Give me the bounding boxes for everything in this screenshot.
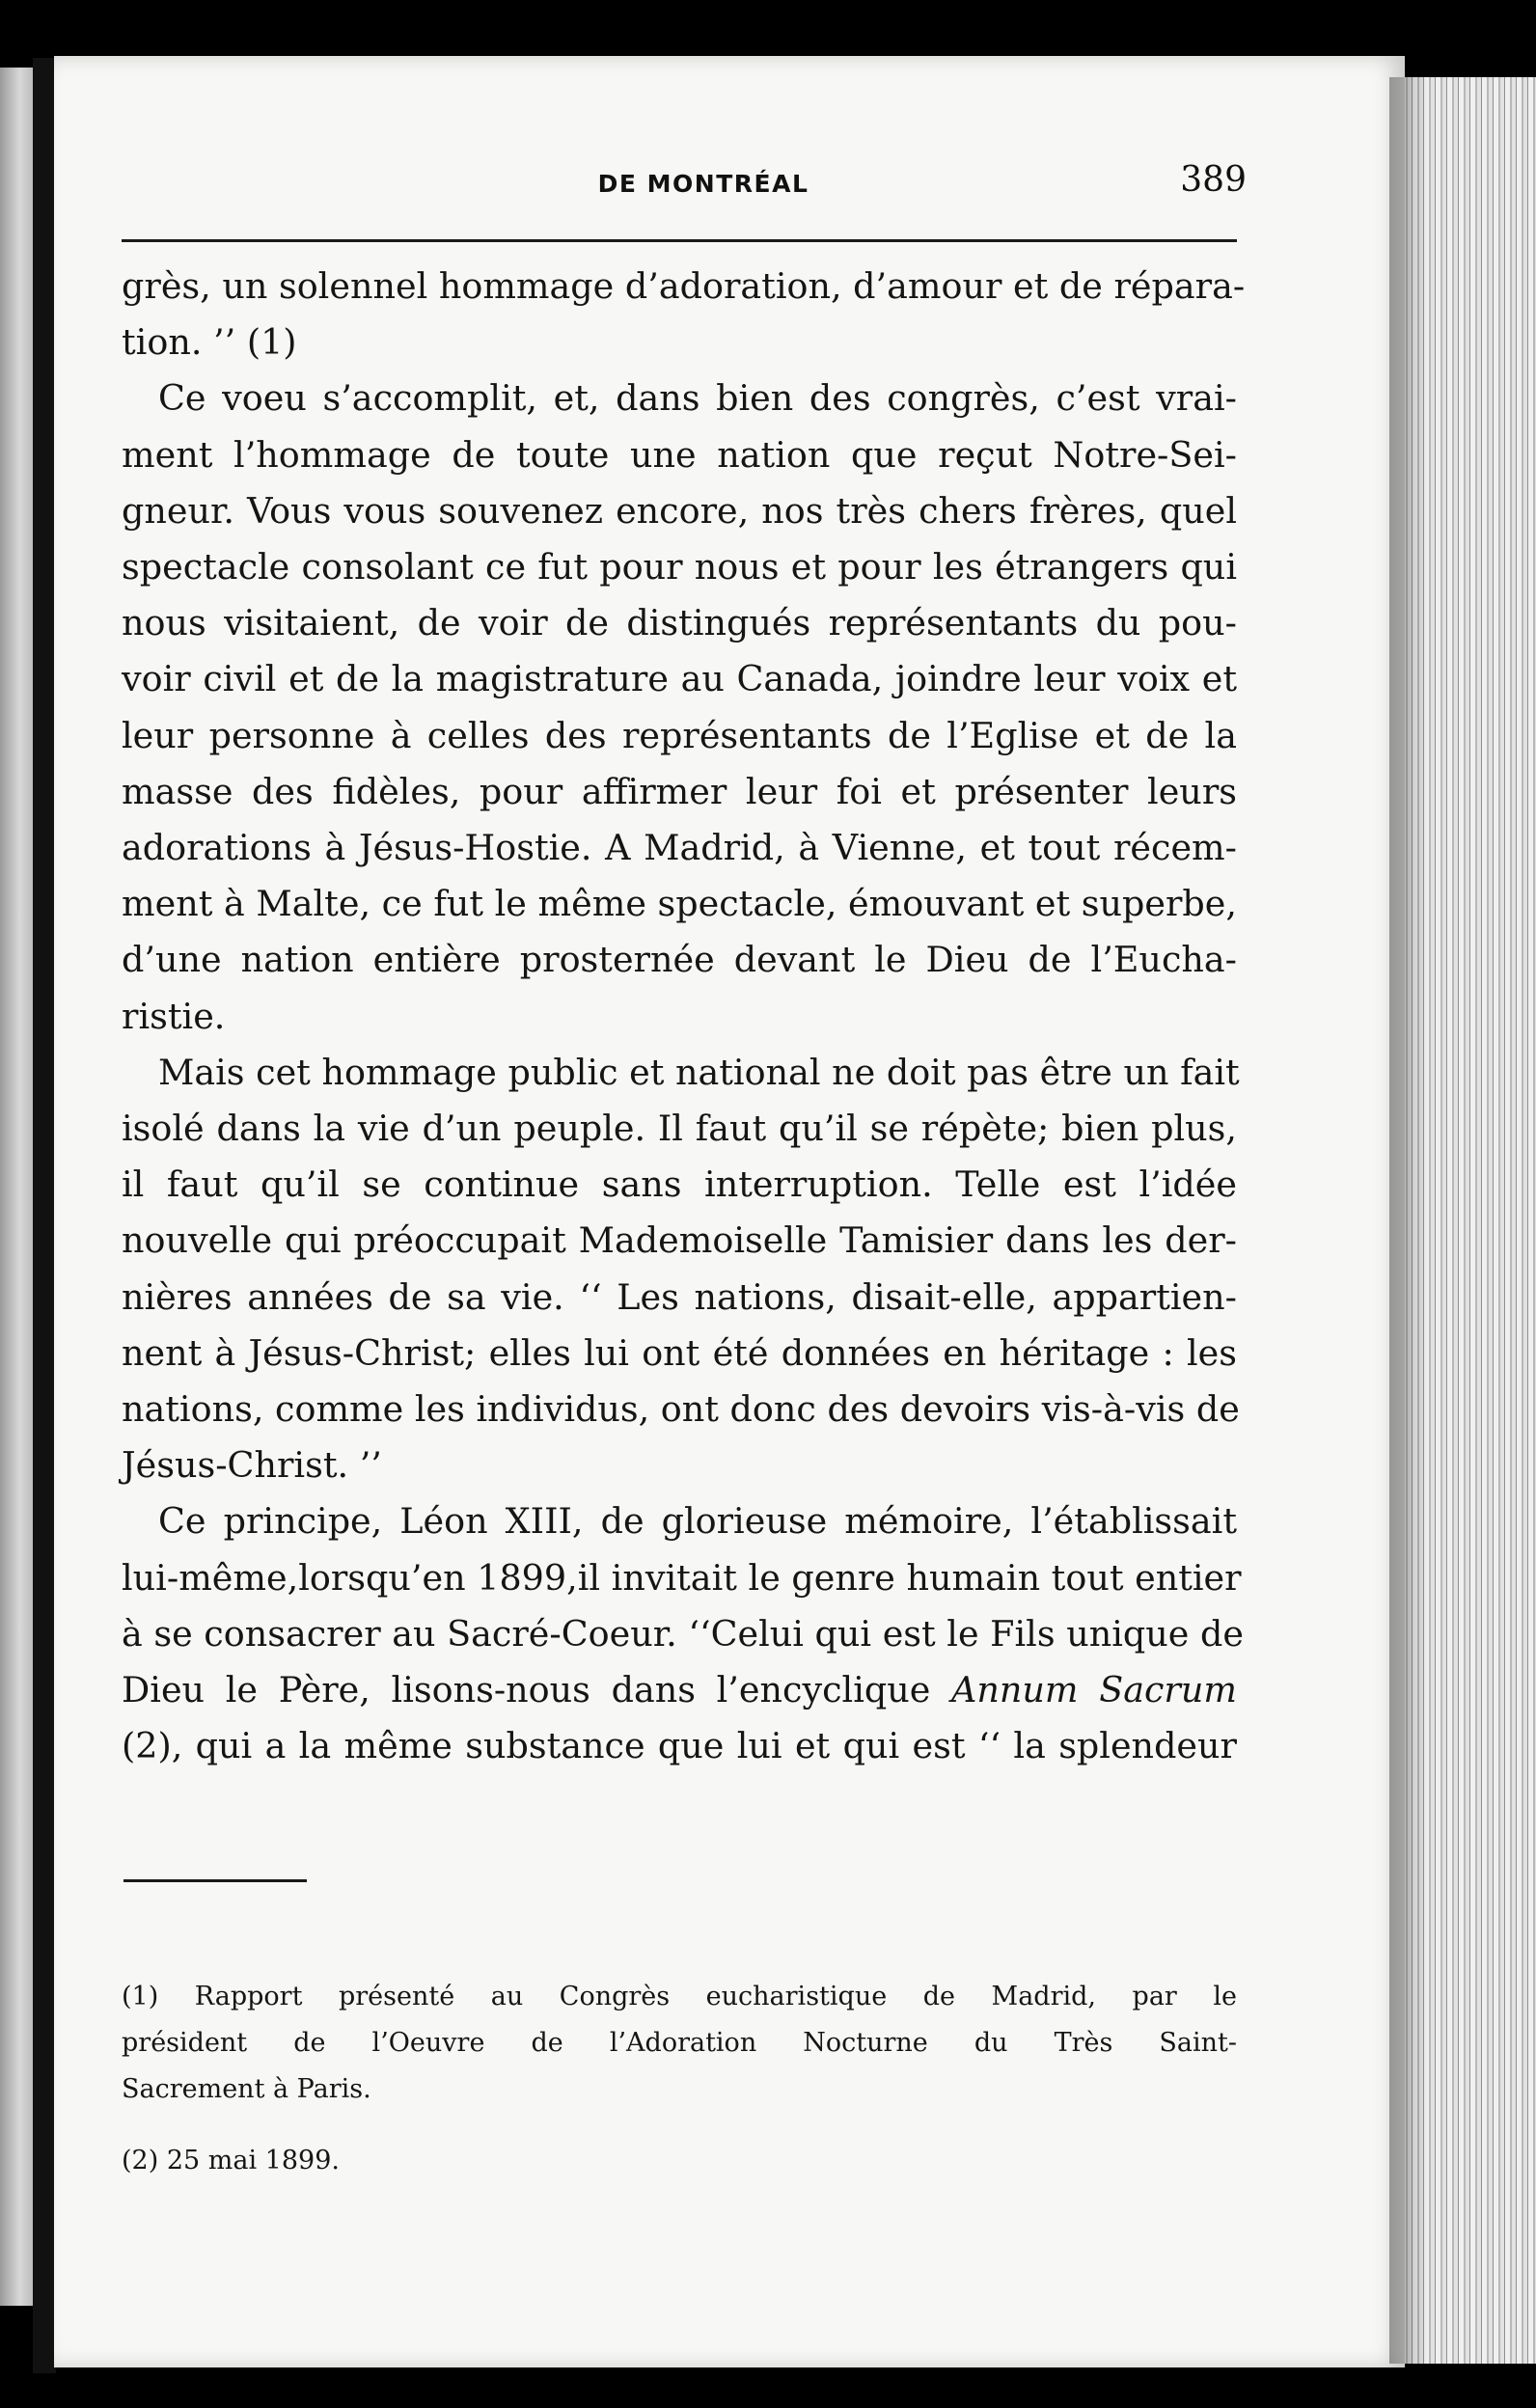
book-page bbox=[54, 56, 1405, 2367]
text-line: nent à Jésus-Christ; elles lui ont été données en héritage : les bbox=[122, 1331, 1237, 1374]
text-line: ristie. bbox=[122, 995, 226, 1037]
page-number: 389 bbox=[1180, 160, 1247, 200]
text-line: ment l’hommage de toute une nation que reçut Notre-Sei- bbox=[122, 433, 1237, 476]
text-line: nières années de sa vie. ‘‘ Les nations, disait-elle, appartien- bbox=[122, 1275, 1237, 1318]
binding-gutter bbox=[33, 58, 56, 2373]
body-text bbox=[122, 259, 1246, 1774]
footnote-line: président de l’Oeuvre de l’Adoration Nocturne du Très Saint- bbox=[122, 2028, 1237, 2058]
text-line: voir civil et de la magistrature au Canada, joindre leur voix et bbox=[122, 658, 1237, 700]
text-line: Ce voeu s’accomplit, et, dans bien des congrès, c’est vrai- bbox=[158, 377, 1237, 420]
text-line: isolé dans la vie d’un peuple. Il faut qu’il se répète; bien plus, bbox=[122, 1108, 1237, 1150]
running-title: DE MONTRÉAL bbox=[597, 170, 809, 198]
text-line: il faut qu’il se continue sans interruption. Telle est l’idée bbox=[122, 1163, 1237, 1206]
text-line: d’une nation entière prosternée devant le Dieu de l’Eucha- bbox=[122, 939, 1237, 981]
text-line: spectacle consolant ce fut pour nous et pour les étrangers qui bbox=[122, 546, 1237, 588]
text-line: grès, un solennel hommage d’adoration, d’amour et de répara- bbox=[122, 265, 1246, 307]
text-line: Ce principe, Léon XIII, de glorieuse mémoire, l’établissait bbox=[158, 1500, 1237, 1543]
text-line: nations, comme les individus, ont donc des devoirs vis-à-vis de bbox=[122, 1388, 1240, 1431]
text-line: nouvelle qui préoccupait Mademoiselle Tamisier dans les der- bbox=[122, 1219, 1237, 1262]
header-rule bbox=[122, 239, 1237, 242]
previous-page-edge bbox=[0, 68, 33, 2306]
text-line: gneur. Vous vous souvenez encore, nos très chers frères, quel bbox=[122, 489, 1237, 532]
text-line: (2), qui a la même substance que lui et qui est ‘‘ la splendeur bbox=[122, 1725, 1237, 1767]
text-line-part: Dieu le Père, lisons-nous dans l’encyclique bbox=[122, 1669, 931, 1711]
text-line: Mais cet hommage public et national ne doit pas être un fait bbox=[158, 1051, 1240, 1093]
footnotes bbox=[122, 1974, 1237, 2184]
footnote-rule bbox=[123, 1879, 307, 1882]
text-line: lui-même,lorsqu’en 1899,il invitait le genre humain tout entier bbox=[122, 1556, 1242, 1599]
encyclical-title: Annum Sacrum bbox=[951, 1669, 1237, 1711]
text-line: à se consacrer au Sacré-Coeur. ‘‘Celui qui est le Fils unique de bbox=[122, 1612, 1244, 1655]
text-line: ment à Malte, ce fut le même spectacle, émouvant et superbe, bbox=[122, 883, 1237, 925]
text-line: adorations à Jésus-Hostie. A Madrid, à Vienne, et tout récem- bbox=[122, 827, 1237, 869]
footnote-2: (2) 25 mai 1899. bbox=[122, 2146, 340, 2175]
page-edge-shadow bbox=[1389, 77, 1428, 2364]
running-head bbox=[168, 160, 1247, 218]
footnote-line: Sacrement à Paris. bbox=[122, 2074, 371, 2104]
text-line: leur personne à celles des représentants de l’Eglise et de la bbox=[122, 714, 1237, 756]
text-line: masse des fidèles, pour affirmer leur foi et présenter leurs bbox=[122, 770, 1237, 812]
text-line: Jésus-Christ. ’’ bbox=[122, 1444, 382, 1487]
footnote-line: (1) Rapport présenté au Congrès eucharistique de Madrid, par le bbox=[122, 1982, 1237, 2011]
text-line: tion. ’’ (1) bbox=[122, 321, 297, 364]
text-line: nous visitaient, de voir de distingués représentants du pou- bbox=[122, 602, 1237, 644]
text-line bbox=[122, 1662, 1237, 1718]
